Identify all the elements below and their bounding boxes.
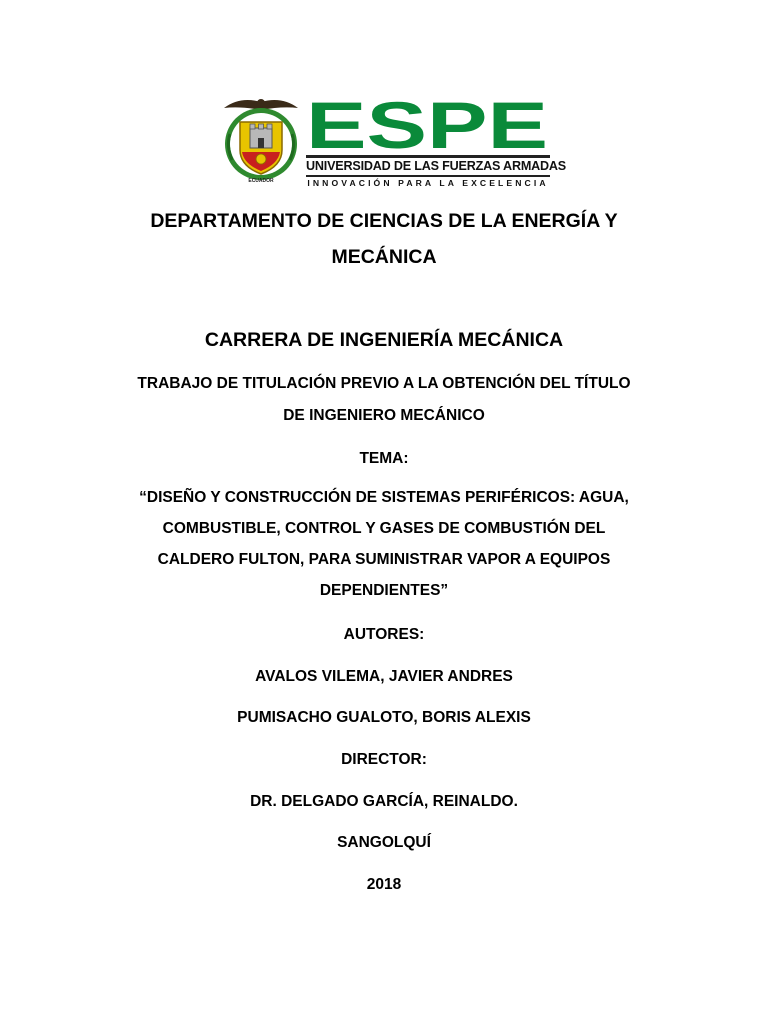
university-name: UNIVERSIDAD DE LAS FUERZAS ARMADAS bbox=[306, 155, 550, 175]
tema-line-4: DEPENDIENTES” bbox=[319, 582, 449, 599]
authors-label: AUTORES: bbox=[343, 626, 425, 643]
brand-wordmark bbox=[306, 95, 567, 188]
university-logo bbox=[220, 94, 567, 188]
author-2: PUMISACHO GUALOTO, BORIS ALEXIS bbox=[237, 709, 531, 726]
tema-line-1: “DISEÑO Y CONSTRUCCIÓN DE SISTEMAS PERIFÉRICOS: AGUA, bbox=[139, 489, 629, 506]
university-crest-icon bbox=[220, 94, 302, 186]
author-1: AVALOS VILEMA, JAVIER ANDRES bbox=[255, 668, 513, 685]
work-line-1: TRABAJO DE TITULACIÓN PREVIO A LA OBTENCIÓN DEL TÍTULO bbox=[137, 375, 631, 392]
tema-line-3: CALDERO FULTON, PARA SUMINISTRAR VAPOR A EQUIPOS bbox=[157, 551, 611, 568]
work-line-2: DE INGENIERO MECÁNICO bbox=[283, 407, 485, 424]
director-name: DR. DELGADO GARCÍA, REINALDO. bbox=[250, 793, 518, 810]
department-line-2: MECÁNICA bbox=[331, 246, 437, 268]
tema-label: TEMA: bbox=[359, 450, 409, 467]
department-line-1: DEPARTAMENTO DE CIENCIAS DE LA ENERGÍA Y bbox=[150, 210, 618, 232]
university-tagline: INNOVACIÓN PARA LA EXCELENCIA bbox=[306, 175, 550, 190]
crest-caption: ECUADOR bbox=[248, 178, 274, 184]
brand-name: ESPE bbox=[306, 95, 548, 153]
career-title: CARRERA DE INGENIERÍA MECÁNICA bbox=[204, 329, 564, 351]
tema-line-2: COMBUSTIBLE, CONTROL Y GASES DE COMBUSTIÓN DEL bbox=[162, 520, 606, 537]
city: SANGOLQUÍ bbox=[337, 834, 431, 851]
espe-wordmark bbox=[306, 95, 550, 153]
year: 2018 bbox=[366, 876, 402, 893]
director-label: DIRECTOR: bbox=[341, 751, 427, 768]
